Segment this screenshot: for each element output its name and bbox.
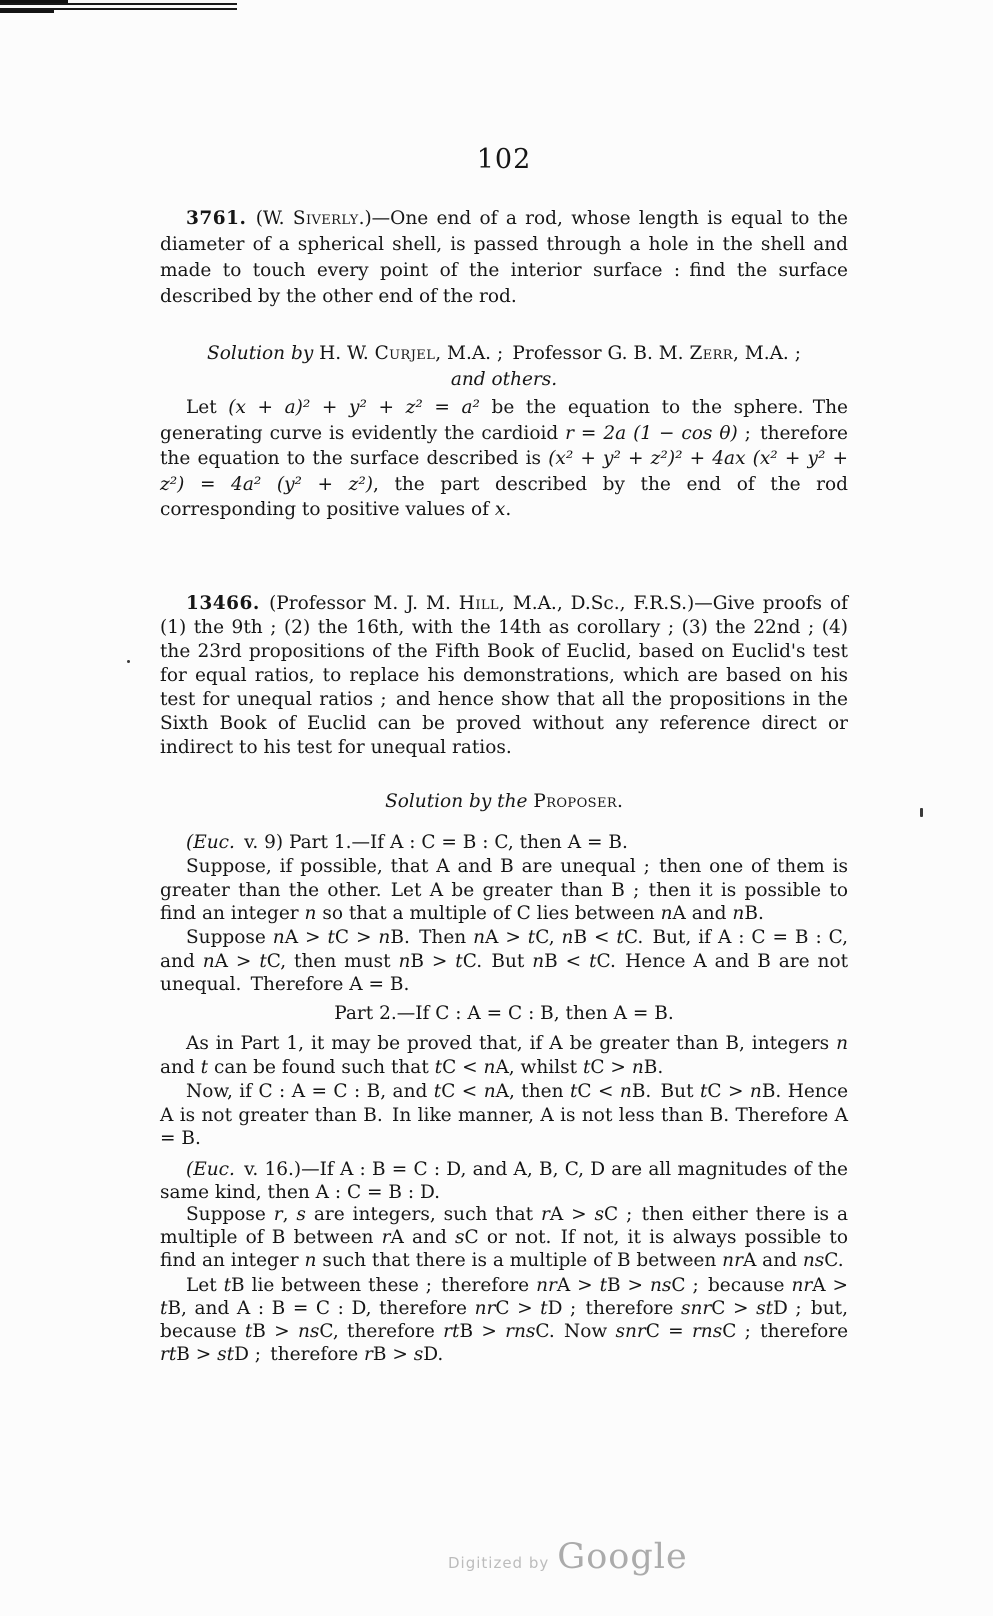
scan-artifact (920, 808, 923, 817)
part1-statement: (Euc. v. 9) Part 1.—If A : C = B : C, then A = B. (186, 832, 628, 853)
part2-heading: Part 2.—If C : A = C : B, then A = B. (334, 1003, 674, 1024)
scan-artifact (127, 660, 130, 663)
part2-paragraph-2: Now, if C : A = C : B, and tC < nA, then tC < nB. But tC > nB. Hence A is not greater than B. In like manner, A is not less than B. Therefore A = B. (160, 1081, 849, 1149)
euclid-v16-paragraph-1: Suppose r, s are integers, such that rA > sC ; then either there is a multiple of B between rA and sC or not. If not, it is always possible to find an integer n such that there is a multiple of B between nrA and nsC. (160, 1204, 848, 1271)
part1-paragraph-2: Suppose nA > tC > nB. Then nA > tC, nB < tC. But, if A : C = B : C, and nA > tC, then must nB > tC. But nB < tC. Hence A and B are not unequal. Therefore A = B. (160, 927, 849, 995)
page-number: 102 (476, 144, 532, 175)
divider-rule-double (0, 3, 237, 10)
solution-3761-body-paragraph: Let (x + a)² + y² + z² = a² be the equation to the sphere. The generating curve is evidently the cardioid r = 2a (1 − cos θ) ; therefore the equation to the surface described is (x² + y² + z²)² + 4ax (x² + y² + z²) = 4a² (y² + z²), the part described by the end of the rod corresponding to positive values of x. (160, 397, 848, 520)
problem-13466-paragraph: 13466. (Professor M. J. M. Hill, M.A., D.Sc., F.R.S.)—Give proofs of (1) the 9th ; (2) the 16th, with the 14th as corollary ; (3) the 22nd ; (4) the 23rd propositions of the Fifth Book of Euclid, based on Euclid's test for equal ratios, to replace his demonstrations, which are based on his test for unequal ratios ; and hence show that all the propositions in the Sixth Book of Euclid can be proved without any reference direct or indirect to his test for unequal ratios. (160, 593, 848, 758)
euclid-v16-statement: (Euc. v. 16.)—If A : B = C : D, and A, B, C, D are all magnitudes of the same kind, then A : C = B : D. (160, 1159, 848, 1203)
watermark-prefix: Digitized by (448, 1554, 550, 1572)
euclid-v16-paragraph-2: Let tB lie between these ; therefore nrA > tB > nsC ; because nrA > tB, and A : B = C : D, therefore nrC > tD ; therefore snrC > stD ; but, because tB > nsC, therefore rtB > rnsC. Now snrC = rnsC ; therefore rtB > stD ; therefore rB > sD. (160, 1275, 849, 1365)
solution-3761-heading-line1: Solution by H. W. Curjel, M.A. ; Professor G. B. M. Zerr, M.A. ; (207, 343, 801, 364)
problem-3761-paragraph: 3761. (W. Siverly.)—One end of a rod, whose length is equal to the diameter of a spherical shell, is passed through a hole in the shell and made to touch every point of the interior surface : find the surface described by the other end of the rod. (160, 208, 849, 307)
part1-paragraph-1: Suppose, if possible, that A and B are unequal ; then one of them is greater than the other. Let A be greater than B ; then it is possible to find an integer n so that a multiple of C lies between nA and nB. (160, 856, 848, 924)
google-logo: Google (557, 1537, 688, 1577)
solution-3761-heading-line2: and others. (450, 369, 558, 390)
divider-rule-short (0, 10, 54, 13)
digitized-by-google-watermark (448, 1537, 688, 1577)
part2-paragraph-1: As in Part 1, it may be proved that, if A be greater than B, integers n and t can be found such that tC < nA, whilst tC > nB. (160, 1033, 848, 1078)
solution-13466-heading: Solution by the Proposer. (385, 791, 623, 812)
